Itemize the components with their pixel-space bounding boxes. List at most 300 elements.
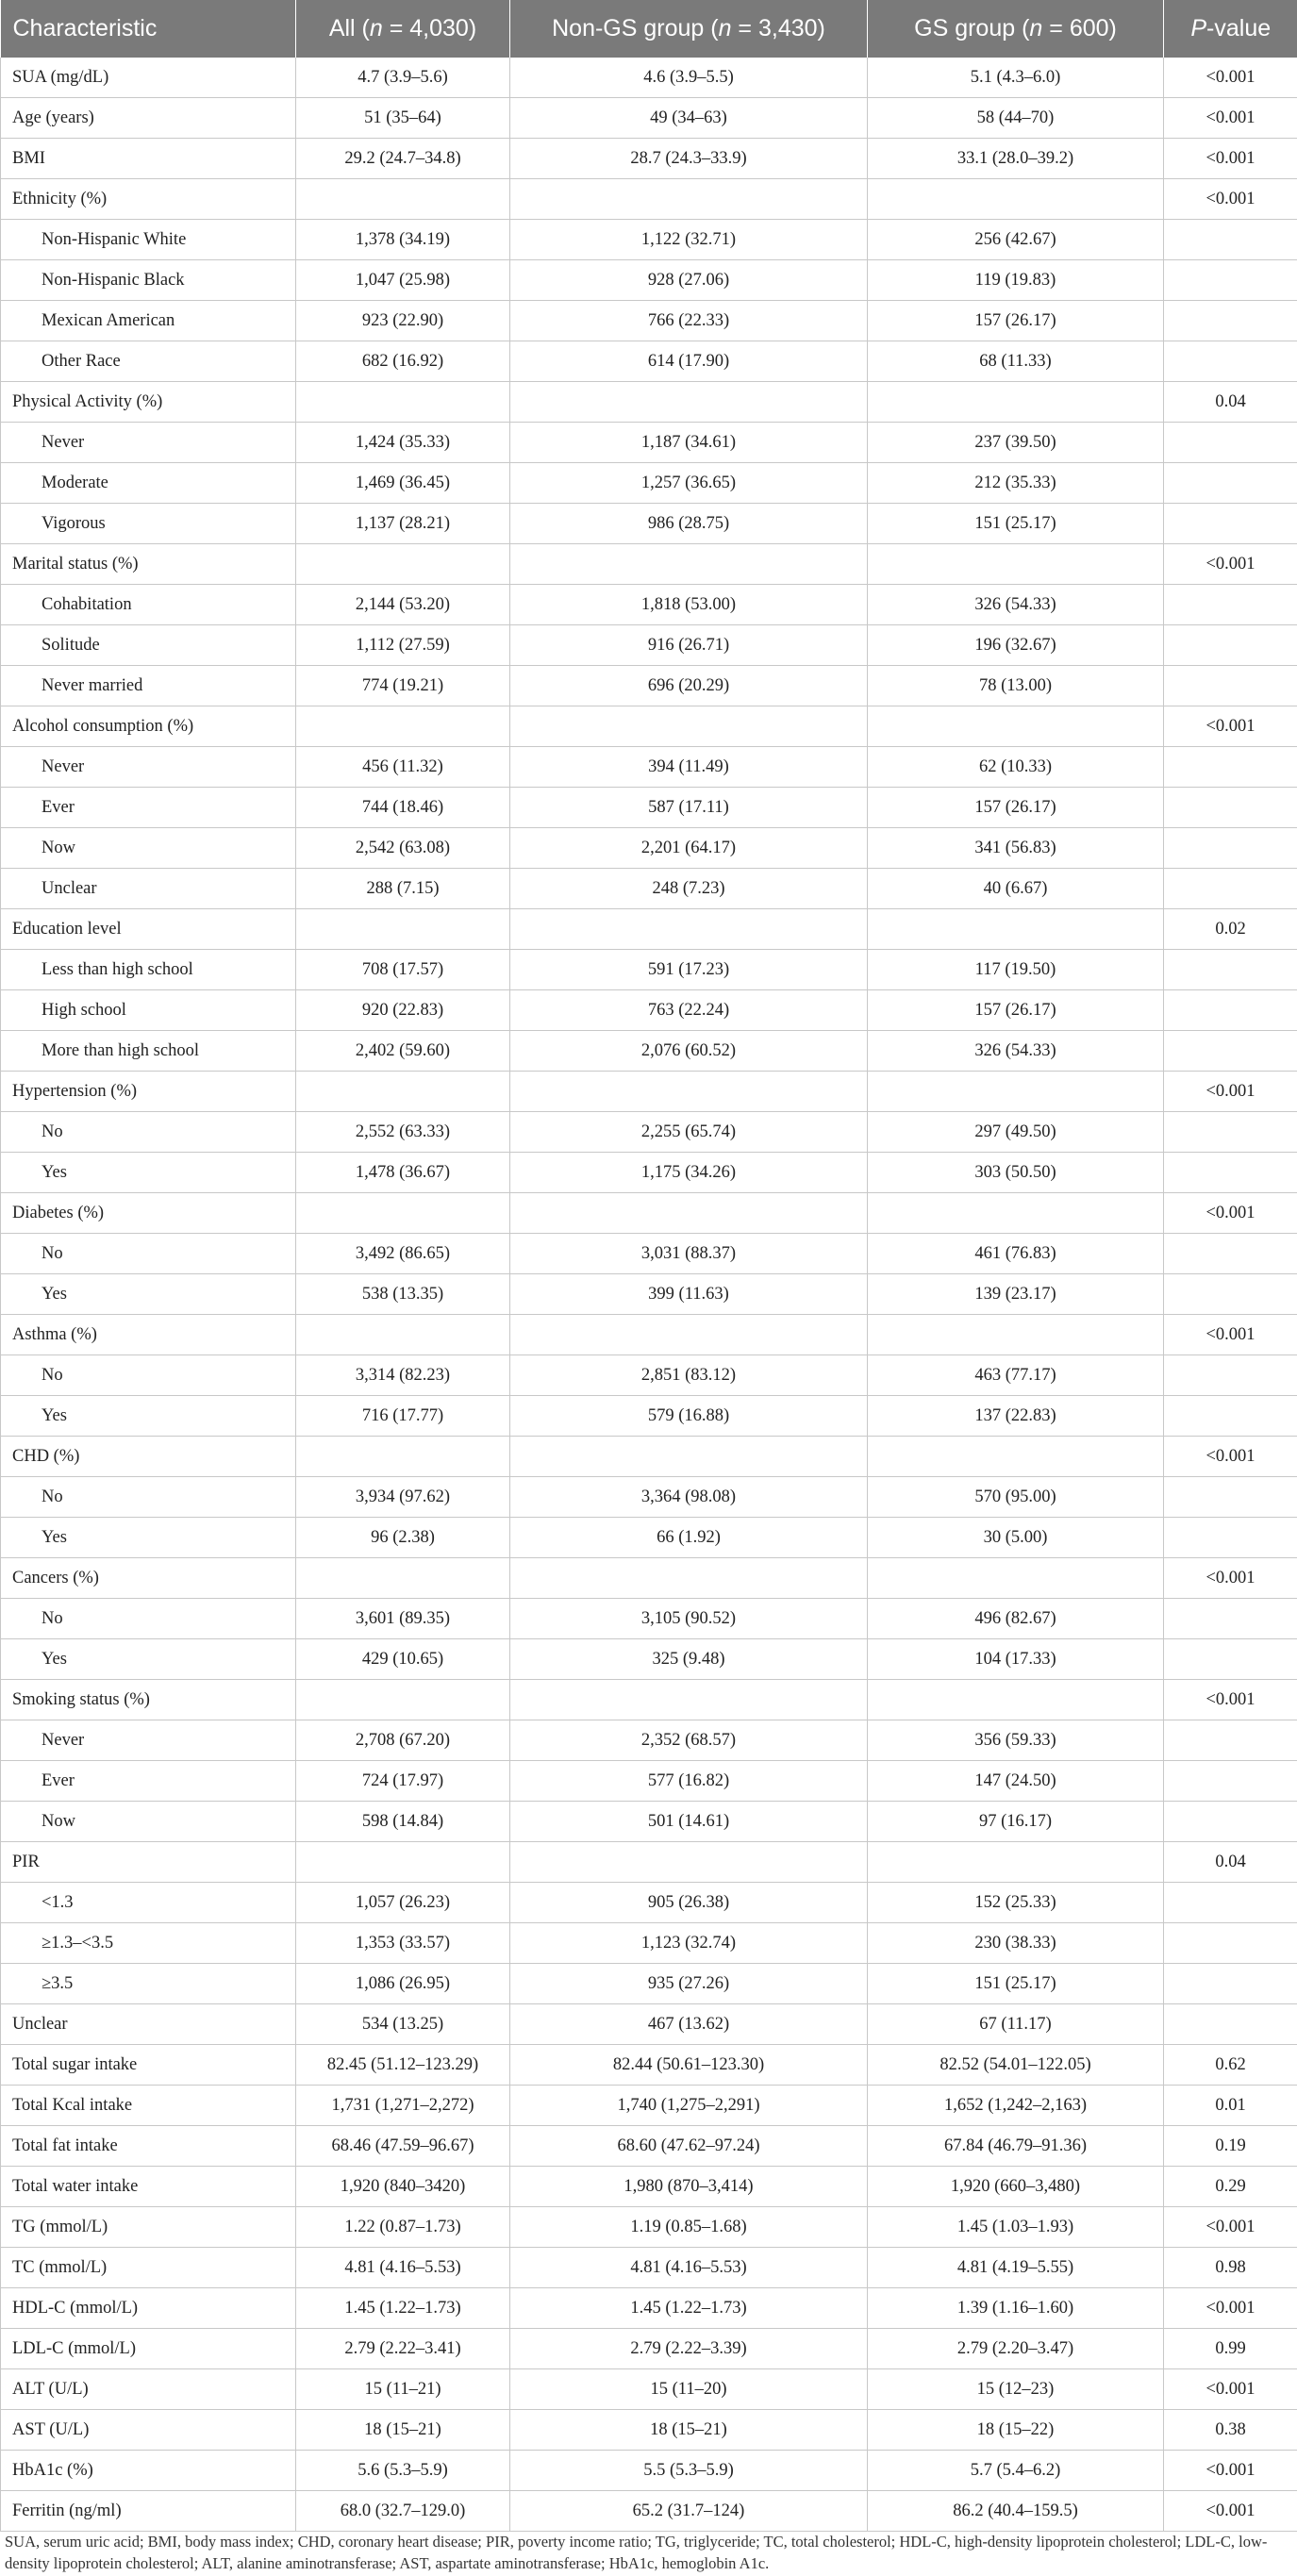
cell-p-value [1164, 1802, 1297, 1842]
cell-p-value [1164, 423, 1297, 463]
cell-p-value: <0.001 [1164, 1680, 1297, 1720]
cell-gs: 5.1 (4.3–6.0) [868, 58, 1164, 98]
cell-non-gs: 614 (17.90) [510, 341, 868, 382]
cell-gs: 2.79 (2.20–3.47) [868, 2329, 1164, 2369]
row-label: Non-Hispanic Black [1, 260, 296, 301]
cell-p-value: <0.001 [1164, 2491, 1297, 2532]
table-footnote: SUA, serum uric acid; BMI, body mass index; CHD, coronary heart disease; PIR, poverty income ratio; TG, triglyceride; TC, total cholesterol; HDL-C, high-density lipoprotein cholesterol; LDL-C, low-density lipoprotein cholesterol; ALT, alanine aminotransferase; AST, aspartate aminotransferase; HbA1c, hemoglobin A1c. [5, 2533, 1268, 2572]
cell-p-value [1164, 1234, 1297, 1274]
cell-non-gs: 587 (17.11) [510, 788, 868, 828]
cell-all: 2,552 (63.33) [296, 1112, 510, 1153]
cell-all: 4.7 (3.9–5.6) [296, 58, 510, 98]
row-label: More than high school [1, 1031, 296, 1072]
cell-p-value: 0.38 [1164, 2410, 1297, 2451]
cell-p-value [1164, 504, 1297, 544]
cell-non-gs [510, 179, 868, 220]
cell-non-gs: 905 (26.38) [510, 1883, 868, 1923]
header-p-value: P-value [1164, 0, 1297, 58]
cell-non-gs [510, 1437, 868, 1477]
cell-non-gs: 2,352 (68.57) [510, 1720, 868, 1761]
table-row [1, 2207, 1297, 2248]
cell-all: 456 (11.32) [296, 747, 510, 788]
cell-non-gs: 325 (9.48) [510, 1639, 868, 1680]
cell-gs: 40 (6.67) [868, 869, 1164, 909]
cell-gs: 139 (23.17) [868, 1274, 1164, 1315]
table-row [1, 828, 1297, 869]
cell-all: 2.79 (2.22–3.41) [296, 2329, 510, 2369]
cell-p-value [1164, 1964, 1297, 2004]
table-row [1, 1923, 1297, 1964]
cell-all: 724 (17.97) [296, 1761, 510, 1802]
cell-all: 1,378 (34.19) [296, 220, 510, 260]
cell-p-value [1164, 1639, 1297, 1680]
row-label: Other Race [1, 341, 296, 382]
table-row [1, 909, 1297, 950]
cell-non-gs: 1,187 (34.61) [510, 423, 868, 463]
cell-gs: 157 (26.17) [868, 301, 1164, 341]
cell-gs: 237 (39.50) [868, 423, 1164, 463]
table-row [1, 1639, 1297, 1680]
cell-gs: 4.81 (4.19–5.55) [868, 2248, 1164, 2288]
cell-p-value [1164, 1031, 1297, 1072]
cell-gs: 157 (26.17) [868, 788, 1164, 828]
cell-all: 2,144 (53.20) [296, 585, 510, 625]
table-row [1, 1558, 1297, 1599]
cell-all: 774 (19.21) [296, 666, 510, 706]
cell-all [296, 382, 510, 423]
cell-all: 429 (10.65) [296, 1639, 510, 1680]
cell-p-value: 0.99 [1164, 2329, 1297, 2369]
cell-gs: 67 (11.17) [868, 2004, 1164, 2045]
row-label: AST (U/L) [1, 2410, 296, 2451]
cell-p-value [1164, 1518, 1297, 1558]
cell-all: 1,112 (27.59) [296, 625, 510, 666]
cell-non-gs [510, 1558, 868, 1599]
row-label: Mexican American [1, 301, 296, 341]
cell-gs: 326 (54.33) [868, 585, 1164, 625]
cell-all: 4.81 (4.16–5.53) [296, 2248, 510, 2288]
cell-non-gs: 15 (11–20) [510, 2369, 868, 2410]
cell-all: 2,708 (67.20) [296, 1720, 510, 1761]
cell-gs: 62 (10.33) [868, 747, 1164, 788]
cell-all: 5.6 (5.3–5.9) [296, 2451, 510, 2491]
cell-gs: 5.7 (5.4–6.2) [868, 2451, 1164, 2491]
row-label: Hypertension (%) [1, 1072, 296, 1112]
cell-all: 1,920 (840–3420) [296, 2167, 510, 2207]
row-label: Cohabitation [1, 585, 296, 625]
cell-gs: 151 (25.17) [868, 504, 1164, 544]
cell-non-gs [510, 382, 868, 423]
cell-p-value [1164, 1112, 1297, 1153]
table-row [1, 2410, 1297, 2451]
cell-p-value: <0.001 [1164, 1437, 1297, 1477]
table-row [1, 179, 1297, 220]
table-row [1, 1355, 1297, 1396]
cell-all: 920 (22.83) [296, 990, 510, 1031]
cell-all: 96 (2.38) [296, 1518, 510, 1558]
cell-p-value: 0.04 [1164, 382, 1297, 423]
cell-all: 1.22 (0.87–1.73) [296, 2207, 510, 2248]
cell-all: 1,731 (1,271–2,272) [296, 2086, 510, 2126]
cell-gs: 297 (49.50) [868, 1112, 1164, 1153]
cell-p-value: <0.001 [1164, 706, 1297, 747]
cell-non-gs: 66 (1.92) [510, 1518, 868, 1558]
table-row [1, 220, 1297, 260]
cell-non-gs: 579 (16.88) [510, 1396, 868, 1437]
cell-gs: 1.39 (1.16–1.60) [868, 2288, 1164, 2329]
cell-gs: 212 (35.33) [868, 463, 1164, 504]
cell-non-gs: 2,076 (60.52) [510, 1031, 868, 1072]
cell-gs: 152 (25.33) [868, 1883, 1164, 1923]
cell-p-value: <0.001 [1164, 1072, 1297, 1112]
row-label: No [1, 1234, 296, 1274]
cell-non-gs: 3,364 (98.08) [510, 1477, 868, 1518]
table-row [1, 2004, 1297, 2045]
table-row [1, 1193, 1297, 1234]
cell-non-gs: 763 (22.24) [510, 990, 868, 1031]
table-row [1, 504, 1297, 544]
cell-gs [868, 1315, 1164, 1355]
row-label: Physical Activity (%) [1, 382, 296, 423]
cell-p-value: 0.29 [1164, 2167, 1297, 2207]
cell-all [296, 909, 510, 950]
cell-gs: 463 (77.17) [868, 1355, 1164, 1396]
cell-all: 1,086 (26.95) [296, 1964, 510, 2004]
cell-gs [868, 179, 1164, 220]
cell-p-value: 0.04 [1164, 1842, 1297, 1883]
row-label: Now [1, 1802, 296, 1842]
cell-non-gs [510, 1072, 868, 1112]
cell-gs: 117 (19.50) [868, 950, 1164, 990]
cell-gs: 303 (50.50) [868, 1153, 1164, 1193]
row-label: Unclear [1, 2004, 296, 2045]
cell-gs [868, 1193, 1164, 1234]
table-row [1, 990, 1297, 1031]
cell-all [296, 179, 510, 220]
table-row [1, 2329, 1297, 2369]
cell-all: 1,047 (25.98) [296, 260, 510, 301]
cell-gs [868, 1680, 1164, 1720]
cell-all: 682 (16.92) [296, 341, 510, 382]
row-label: Solitude [1, 625, 296, 666]
cell-non-gs: 3,031 (88.37) [510, 1234, 868, 1274]
cell-non-gs: 3,105 (90.52) [510, 1599, 868, 1639]
table-row [1, 1072, 1297, 1112]
cell-non-gs: 467 (13.62) [510, 2004, 868, 2045]
cell-p-value [1164, 1599, 1297, 1639]
cell-gs: 82.52 (54.01–122.05) [868, 2045, 1164, 2086]
row-label: No [1, 1599, 296, 1639]
table-header-row [1, 0, 1297, 58]
row-label: High school [1, 990, 296, 1031]
cell-gs: 78 (13.00) [868, 666, 1164, 706]
table-row [1, 1396, 1297, 1437]
table-row [1, 1031, 1297, 1072]
cell-non-gs: 82.44 (50.61–123.30) [510, 2045, 868, 2086]
cell-non-gs: 4.81 (4.16–5.53) [510, 2248, 868, 2288]
cell-non-gs: 49 (34–63) [510, 98, 868, 139]
table-row [1, 1153, 1297, 1193]
row-label: Yes [1, 1153, 296, 1193]
table-row [1, 1802, 1297, 1842]
cell-all: 1,057 (26.23) [296, 1883, 510, 1923]
cell-all: 1,478 (36.67) [296, 1153, 510, 1193]
cell-all: 2,402 (59.60) [296, 1031, 510, 1072]
table-row [1, 706, 1297, 747]
row-label: ≥1.3–<3.5 [1, 1923, 296, 1964]
row-label: Ever [1, 1761, 296, 1802]
row-label: Diabetes (%) [1, 1193, 296, 1234]
cell-gs: 33.1 (28.0–39.2) [868, 139, 1164, 179]
row-label: HbA1c (%) [1, 2451, 296, 2491]
row-label: Unclear [1, 869, 296, 909]
cell-non-gs: 394 (11.49) [510, 747, 868, 788]
cell-all: 716 (17.77) [296, 1396, 510, 1437]
cell-p-value [1164, 1153, 1297, 1193]
cell-all [296, 1558, 510, 1599]
cell-non-gs: 2,255 (65.74) [510, 1112, 868, 1153]
cell-p-value: 0.62 [1164, 2045, 1297, 2086]
cell-gs: 18 (15–22) [868, 2410, 1164, 2451]
cell-all: 18 (15–21) [296, 2410, 510, 2451]
row-label: HDL-C (mmol/L) [1, 2288, 296, 2329]
cell-non-gs: 591 (17.23) [510, 950, 868, 990]
cell-all [296, 1680, 510, 1720]
cell-gs [868, 382, 1164, 423]
cell-non-gs: 696 (20.29) [510, 666, 868, 706]
row-label: Yes [1, 1639, 296, 1680]
table-row [1, 98, 1297, 139]
row-label: Cancers (%) [1, 1558, 296, 1599]
cell-gs: 15 (12–23) [868, 2369, 1164, 2410]
cell-non-gs: 399 (11.63) [510, 1274, 868, 1315]
cell-non-gs: 1,980 (870–3,414) [510, 2167, 868, 2207]
cell-non-gs [510, 1193, 868, 1234]
table-row [1, 1112, 1297, 1153]
row-label: Non-Hispanic White [1, 220, 296, 260]
cell-all: 1,469 (36.45) [296, 463, 510, 504]
header-non-gs: Non-GS group (n = 3,430) [510, 0, 868, 58]
cell-gs: 196 (32.67) [868, 625, 1164, 666]
table-row [1, 1599, 1297, 1639]
table-row [1, 1234, 1297, 1274]
table-row [1, 666, 1297, 706]
table-row [1, 382, 1297, 423]
cell-all: 1,353 (33.57) [296, 1923, 510, 1964]
table-row [1, 1964, 1297, 2004]
cell-p-value [1164, 260, 1297, 301]
cell-gs [868, 706, 1164, 747]
table-row [1, 2086, 1297, 2126]
cell-gs [868, 1437, 1164, 1477]
cell-p-value [1164, 463, 1297, 504]
cell-gs: 151 (25.17) [868, 1964, 1164, 2004]
row-label: BMI [1, 139, 296, 179]
row-label: Less than high school [1, 950, 296, 990]
row-label: Alcohol consumption (%) [1, 706, 296, 747]
table-body [1, 58, 1297, 2532]
cell-p-value [1164, 828, 1297, 869]
table-row [1, 869, 1297, 909]
cell-non-gs: 4.6 (3.9–5.5) [510, 58, 868, 98]
cell-non-gs: 916 (26.71) [510, 625, 868, 666]
cell-non-gs: 68.60 (47.62–97.24) [510, 2126, 868, 2167]
cell-gs: 230 (38.33) [868, 1923, 1164, 1964]
cell-all: 82.45 (51.12–123.29) [296, 2045, 510, 2086]
cell-p-value: <0.001 [1164, 544, 1297, 585]
cell-gs: 1,652 (1,242–2,163) [868, 2086, 1164, 2126]
cell-p-value: 0.19 [1164, 2126, 1297, 2167]
cell-gs: 58 (44–70) [868, 98, 1164, 139]
row-label: Never [1, 423, 296, 463]
cell-p-value: 0.01 [1164, 2086, 1297, 2126]
row-label: <1.3 [1, 1883, 296, 1923]
cell-gs: 147 (24.50) [868, 1761, 1164, 1802]
row-label: Yes [1, 1518, 296, 1558]
cell-non-gs: 1,175 (34.26) [510, 1153, 868, 1193]
row-label: Total water intake [1, 2167, 296, 2207]
row-label: Total fat intake [1, 2126, 296, 2167]
table-row [1, 788, 1297, 828]
cell-non-gs: 1,257 (36.65) [510, 463, 868, 504]
cell-all: 3,934 (97.62) [296, 1477, 510, 1518]
cell-non-gs: 1,123 (32.74) [510, 1923, 868, 1964]
table-row [1, 463, 1297, 504]
cell-all [296, 706, 510, 747]
cell-all: 29.2 (24.7–34.8) [296, 139, 510, 179]
cell-p-value [1164, 869, 1297, 909]
cell-gs: 256 (42.67) [868, 220, 1164, 260]
cell-all: 598 (14.84) [296, 1802, 510, 1842]
cell-p-value [1164, 1396, 1297, 1437]
cell-all: 923 (22.90) [296, 301, 510, 341]
cell-p-value [1164, 1923, 1297, 1964]
cell-gs: 137 (22.83) [868, 1396, 1164, 1437]
row-label: Age (years) [1, 98, 296, 139]
cell-gs: 104 (17.33) [868, 1639, 1164, 1680]
cell-p-value [1164, 625, 1297, 666]
table-row [1, 1477, 1297, 1518]
cell-all: 68.46 (47.59–96.67) [296, 2126, 510, 2167]
cell-p-value: <0.001 [1164, 1193, 1297, 1234]
cell-non-gs [510, 1315, 868, 1355]
cell-p-value: <0.001 [1164, 2288, 1297, 2329]
cell-p-value: <0.001 [1164, 1315, 1297, 1355]
row-label: LDL-C (mmol/L) [1, 2329, 296, 2369]
cell-p-value: 0.98 [1164, 2248, 1297, 2288]
cell-all [296, 544, 510, 585]
table-row [1, 1680, 1297, 1720]
table-row [1, 2248, 1297, 2288]
cell-all [296, 1072, 510, 1112]
cell-p-value [1164, 788, 1297, 828]
cell-p-value [1164, 666, 1297, 706]
cell-p-value [1164, 1720, 1297, 1761]
row-label: Moderate [1, 463, 296, 504]
cell-gs [868, 1558, 1164, 1599]
cell-p-value: <0.001 [1164, 139, 1297, 179]
cell-gs [868, 544, 1164, 585]
cell-all [296, 1842, 510, 1883]
cell-non-gs: 2,851 (83.12) [510, 1355, 868, 1396]
row-label: Now [1, 828, 296, 869]
row-label: No [1, 1477, 296, 1518]
row-label: PIR [1, 1842, 296, 1883]
cell-non-gs: 577 (16.82) [510, 1761, 868, 1802]
cell-non-gs: 935 (27.26) [510, 1964, 868, 2004]
cell-p-value [1164, 2004, 1297, 2045]
cell-p-value [1164, 220, 1297, 260]
cell-p-value [1164, 341, 1297, 382]
cell-gs: 67.84 (46.79–91.36) [868, 2126, 1164, 2167]
row-label: Total sugar intake [1, 2045, 296, 2086]
cell-p-value [1164, 950, 1297, 990]
cell-p-value [1164, 301, 1297, 341]
cell-p-value: <0.001 [1164, 58, 1297, 98]
row-label: Never [1, 1720, 296, 1761]
cell-non-gs: 1,122 (32.71) [510, 220, 868, 260]
cell-gs: 496 (82.67) [868, 1599, 1164, 1639]
cell-all: 1,424 (35.33) [296, 423, 510, 463]
cell-non-gs: 18 (15–21) [510, 2410, 868, 2451]
header-gs: GS group (n = 600) [868, 0, 1164, 58]
cell-all: 538 (13.35) [296, 1274, 510, 1315]
cell-p-value: <0.001 [1164, 2207, 1297, 2248]
header-characteristic: Characteristic [1, 0, 296, 58]
cell-p-value: <0.001 [1164, 2369, 1297, 2410]
table-row [1, 2288, 1297, 2329]
cell-all [296, 1315, 510, 1355]
cell-non-gs: 986 (28.75) [510, 504, 868, 544]
table-row [1, 2369, 1297, 2410]
cell-gs: 157 (26.17) [868, 990, 1164, 1031]
cell-p-value [1164, 1274, 1297, 1315]
cell-p-value [1164, 1477, 1297, 1518]
table-row [1, 260, 1297, 301]
table-row [1, 341, 1297, 382]
cell-gs: 119 (19.83) [868, 260, 1164, 301]
table-row [1, 301, 1297, 341]
cell-all: 51 (35–64) [296, 98, 510, 139]
cell-non-gs [510, 909, 868, 950]
table-row [1, 625, 1297, 666]
cell-non-gs: 501 (14.61) [510, 1802, 868, 1842]
cell-gs: 1.45 (1.03–1.93) [868, 2207, 1164, 2248]
row-label: Vigorous [1, 504, 296, 544]
row-label: Smoking status (%) [1, 1680, 296, 1720]
cell-gs: 97 (16.17) [868, 1802, 1164, 1842]
table-row [1, 585, 1297, 625]
table-row [1, 1720, 1297, 1761]
table-row [1, 544, 1297, 585]
table-row [1, 58, 1297, 98]
cell-non-gs: 2,201 (64.17) [510, 828, 868, 869]
table-row [1, 2126, 1297, 2167]
row-label: Never married [1, 666, 296, 706]
table-row [1, 2167, 1297, 2207]
cell-p-value [1164, 990, 1297, 1031]
cell-p-value [1164, 1883, 1297, 1923]
cell-non-gs [510, 544, 868, 585]
row-label: Ever [1, 788, 296, 828]
table-row [1, 2451, 1297, 2491]
cell-all: 3,601 (89.35) [296, 1599, 510, 1639]
cell-all: 1,137 (28.21) [296, 504, 510, 544]
cell-non-gs: 1.19 (0.85–1.68) [510, 2207, 868, 2248]
cell-gs: 1,920 (660–3,480) [868, 2167, 1164, 2207]
row-label: Education level [1, 909, 296, 950]
table-row [1, 1437, 1297, 1477]
